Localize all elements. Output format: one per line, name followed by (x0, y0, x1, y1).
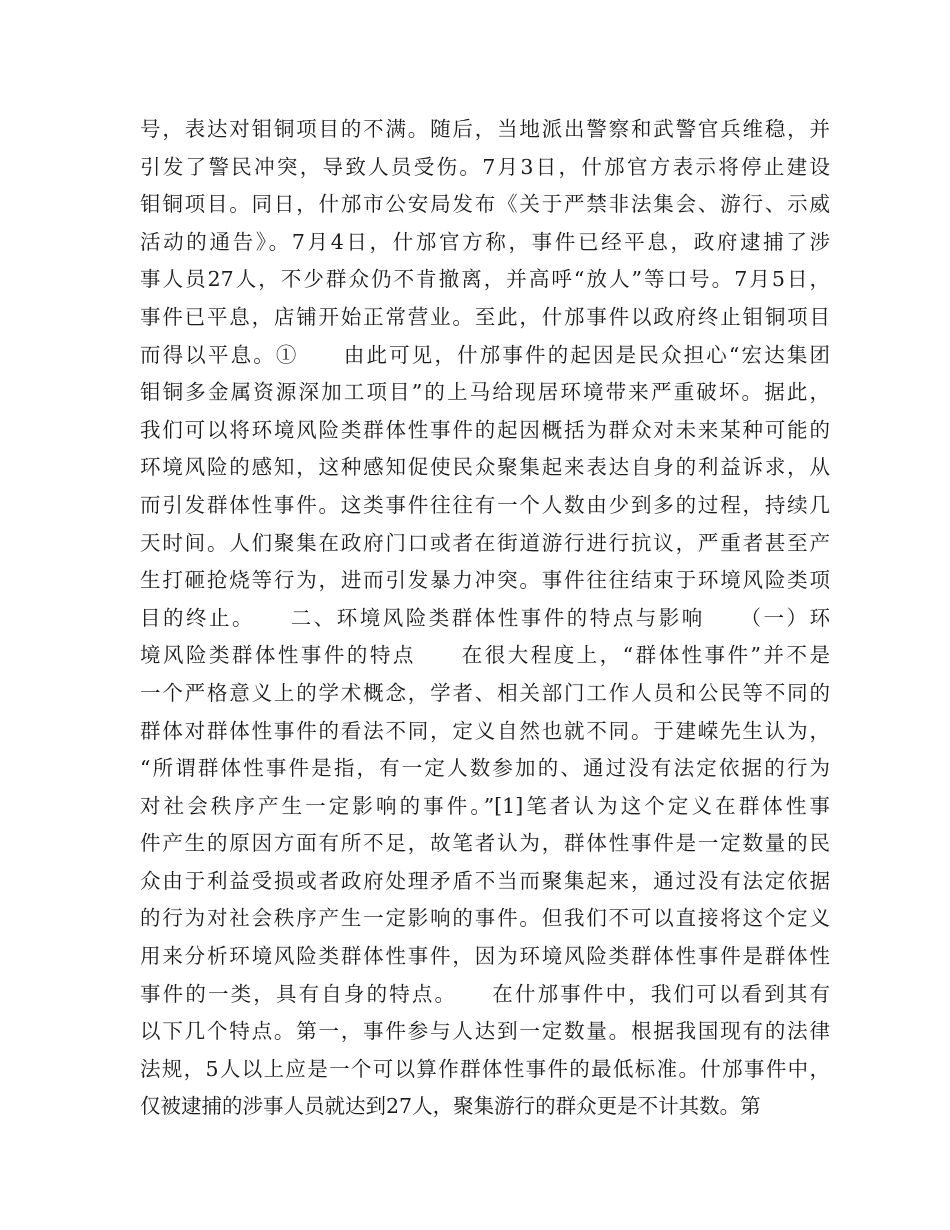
text-line: 一个严格意义上的学术概念，学者、相关部门工作人员和公民等不同的 (140, 680, 830, 705)
text-line: 对社会秩序产生一定影响的事件。”[1]笔者认为这个定义在群体性事 (140, 793, 830, 818)
text-line: 以下几个特点。第一，事件参与人达到一定数量。根据我国现有的法律 (140, 1019, 830, 1044)
text-line: 目的终止。 二、环境风险类群体性事件的特点与影响 （一）环 (140, 605, 830, 630)
text-line: 号，表达对钼铜项目的不满。随后，当地派出警察和武警官兵维稳，并 (140, 117, 830, 141)
text-line: 而得以平息。① 由此可见，什邡事件的起因是民众担心“宏达集团 (140, 342, 830, 367)
text-line: 群体对群体性事件的看法不同，定义自然也就不同。于建嵘先生认为， (140, 718, 830, 743)
text-line: 我们可以将环境风险类群体性事件的起因概括为群众对未来某种可能的 (140, 417, 830, 442)
text-line: 钼铜项目。同日，什邡市公安局发布《关于严禁非法集会、游行、示威 (140, 192, 830, 217)
text-line: 而引发群体性事件。这类事件往往有一个人数由少到多的过程，持续几 (140, 492, 830, 517)
text-line: 的行为对社会秩序产生一定影响的事件。但我们不可以直接将这个定义 (140, 906, 830, 931)
text-line: 环境风险的感知，这种感知促使民众聚集起来表达自身的利益诉求，从 (140, 455, 830, 480)
text-line: 法规，5人以上应是一个可以算作群体性事件的最低标准。什邡事件中， (140, 1056, 830, 1081)
text-line: 件产生的原因方面有所不足，故笔者认为，群体性事件是一定数量的民 (140, 831, 830, 856)
text-line: 用来分析环境风险类群体性事件，因为环境风险类群体性事件是群体性 (140, 944, 830, 969)
text-line: 仅被逮捕的涉事人员就达到27人，聚集游行的群众更是不计其数。第 (140, 1094, 761, 1119)
text-line: 众由于利益受损或者政府处理矛盾不当而聚集起来，通过没有法定依据 (140, 868, 830, 893)
text-line: 事件的一类，具有自身的特点。 在什邡事件中，我们可以看到其有 (140, 981, 830, 1006)
text-line: 事件已平息，店铺开始正常营业。至此，什邡事件以政府终止钼铜项目 (140, 304, 830, 329)
text-line: 事人员27人，不少群众仍不肯撤离，并高呼“放人”等口号。7月5日， (140, 267, 830, 292)
text-line: 境风险类群体性事件的特点 在很大程度上，“群体性事件”并不是 (140, 643, 830, 668)
text-line: “所谓群体性事件是指，有一定人数参加的、通过没有法定依据的行为 (140, 756, 830, 781)
text-line: 天时间。人们聚集在政府门口或者在街道游行进行抗议，严重者甚至产 (140, 530, 830, 555)
text-line: 引发了警民冲突，导致人员受伤。7月3日，什邡官方表示将停止建设 (140, 154, 830, 179)
text-line: 钼铜多金属资源深加工项目”的上马给现居环境带来严重破坏。据此， (140, 380, 830, 405)
text-line: 活动的通告》。7月4日，什邡官方称，事件已经平息，政府逮捕了涉 (140, 229, 830, 254)
text-line: 生打砸抢烧等行为，进而引发暴力冲突。事件往往结束于环境风险类项 (140, 568, 830, 593)
body-text (140, 111, 830, 1126)
